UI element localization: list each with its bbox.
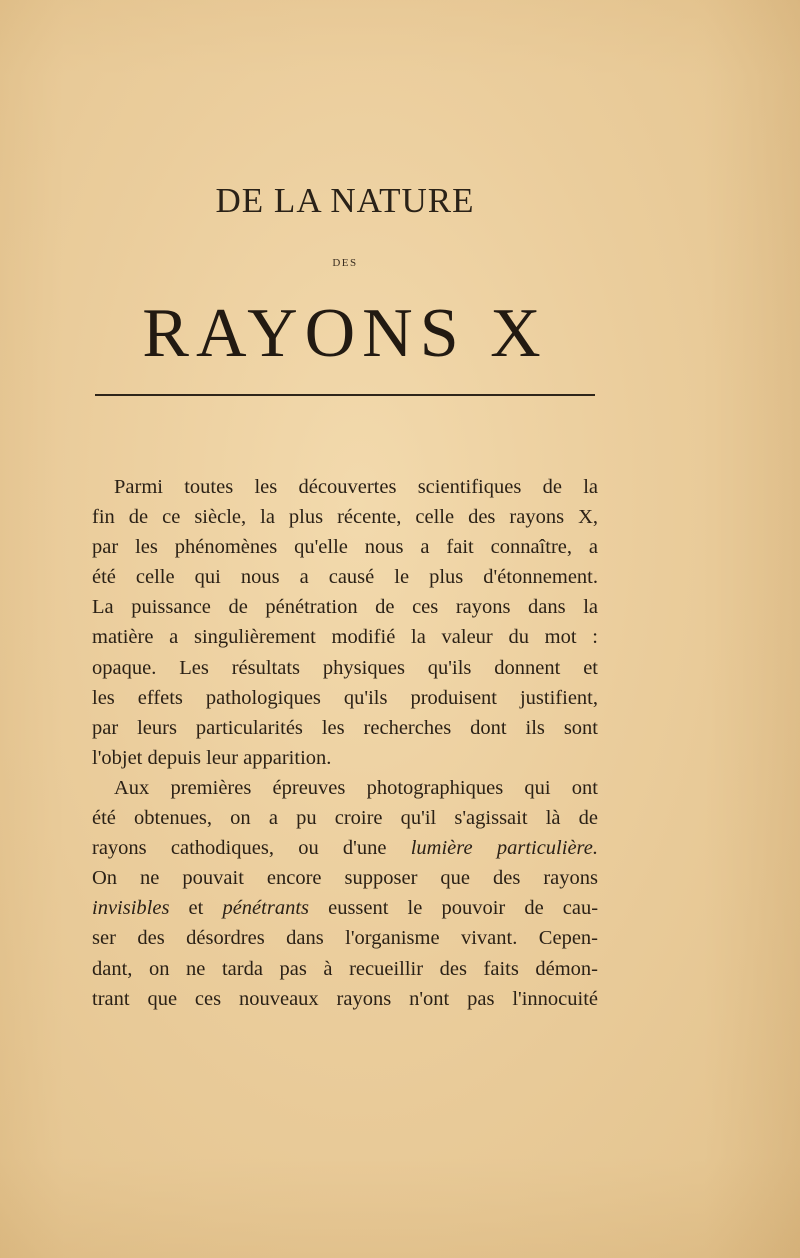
text-line: Aux premières épreuves photographiques qui ont bbox=[114, 776, 598, 799]
italic-text: lumière particulière. bbox=[410, 837, 598, 860]
title-des: DES bbox=[332, 257, 358, 269]
text-segment: eussent le pouvoir de cau- bbox=[328, 897, 599, 920]
text-line: dant, on ne tarda pas à recueillir des faits démon- bbox=[92, 957, 598, 980]
body-text bbox=[92, 472, 598, 1014]
text-line: par les phénomènes qu'elle nous a fait connaître, a bbox=[92, 536, 598, 559]
text-line bbox=[92, 893, 598, 923]
title-line-1: DE LA NATURE bbox=[215, 181, 475, 220]
text-line: été obtenues, on a pu croire qu'il s'agissait là de bbox=[92, 807, 598, 830]
text-line: matière a singulièrement modifié la valeur du mot : bbox=[92, 626, 598, 649]
text-line: trant que ces nouveaux rayons n'ont pas l'innocuité bbox=[92, 987, 598, 1010]
text-line: On ne pouvait encore supposer que des rayons bbox=[92, 867, 598, 890]
text-line: l'objet depuis leur apparition. bbox=[92, 746, 332, 769]
text-line: ser des désordres dans l'organisme vivant. Cepen- bbox=[92, 927, 598, 950]
italic-text: pénétrants bbox=[222, 897, 309, 920]
text-line: les effets pathologiques qu'ils produisent justifient, bbox=[92, 686, 598, 709]
title-rule bbox=[95, 394, 595, 396]
text-line: par leurs particularités les recherches dont ils sont bbox=[92, 716, 598, 739]
text-line: Parmi toutes les découvertes scientifiques de la bbox=[114, 476, 598, 498]
text-line: fin de ce siècle, la plus récente, celle des rayons X, bbox=[92, 506, 598, 529]
text-line bbox=[92, 833, 598, 863]
text-line: été celle qui nous a causé le plus d'étonnement. bbox=[92, 566, 598, 589]
title-line-2: RAYONS X bbox=[142, 295, 548, 372]
text-line: opaque. Les résultats physiques qu'ils donnent et bbox=[92, 656, 598, 679]
italic-text: invisibles bbox=[92, 897, 170, 920]
text-segment: rayons cathodiques, ou d'une bbox=[92, 837, 387, 860]
text-segment: et bbox=[188, 897, 204, 920]
text-line: La puissance de pénétration de ces rayons dans la bbox=[92, 596, 598, 619]
